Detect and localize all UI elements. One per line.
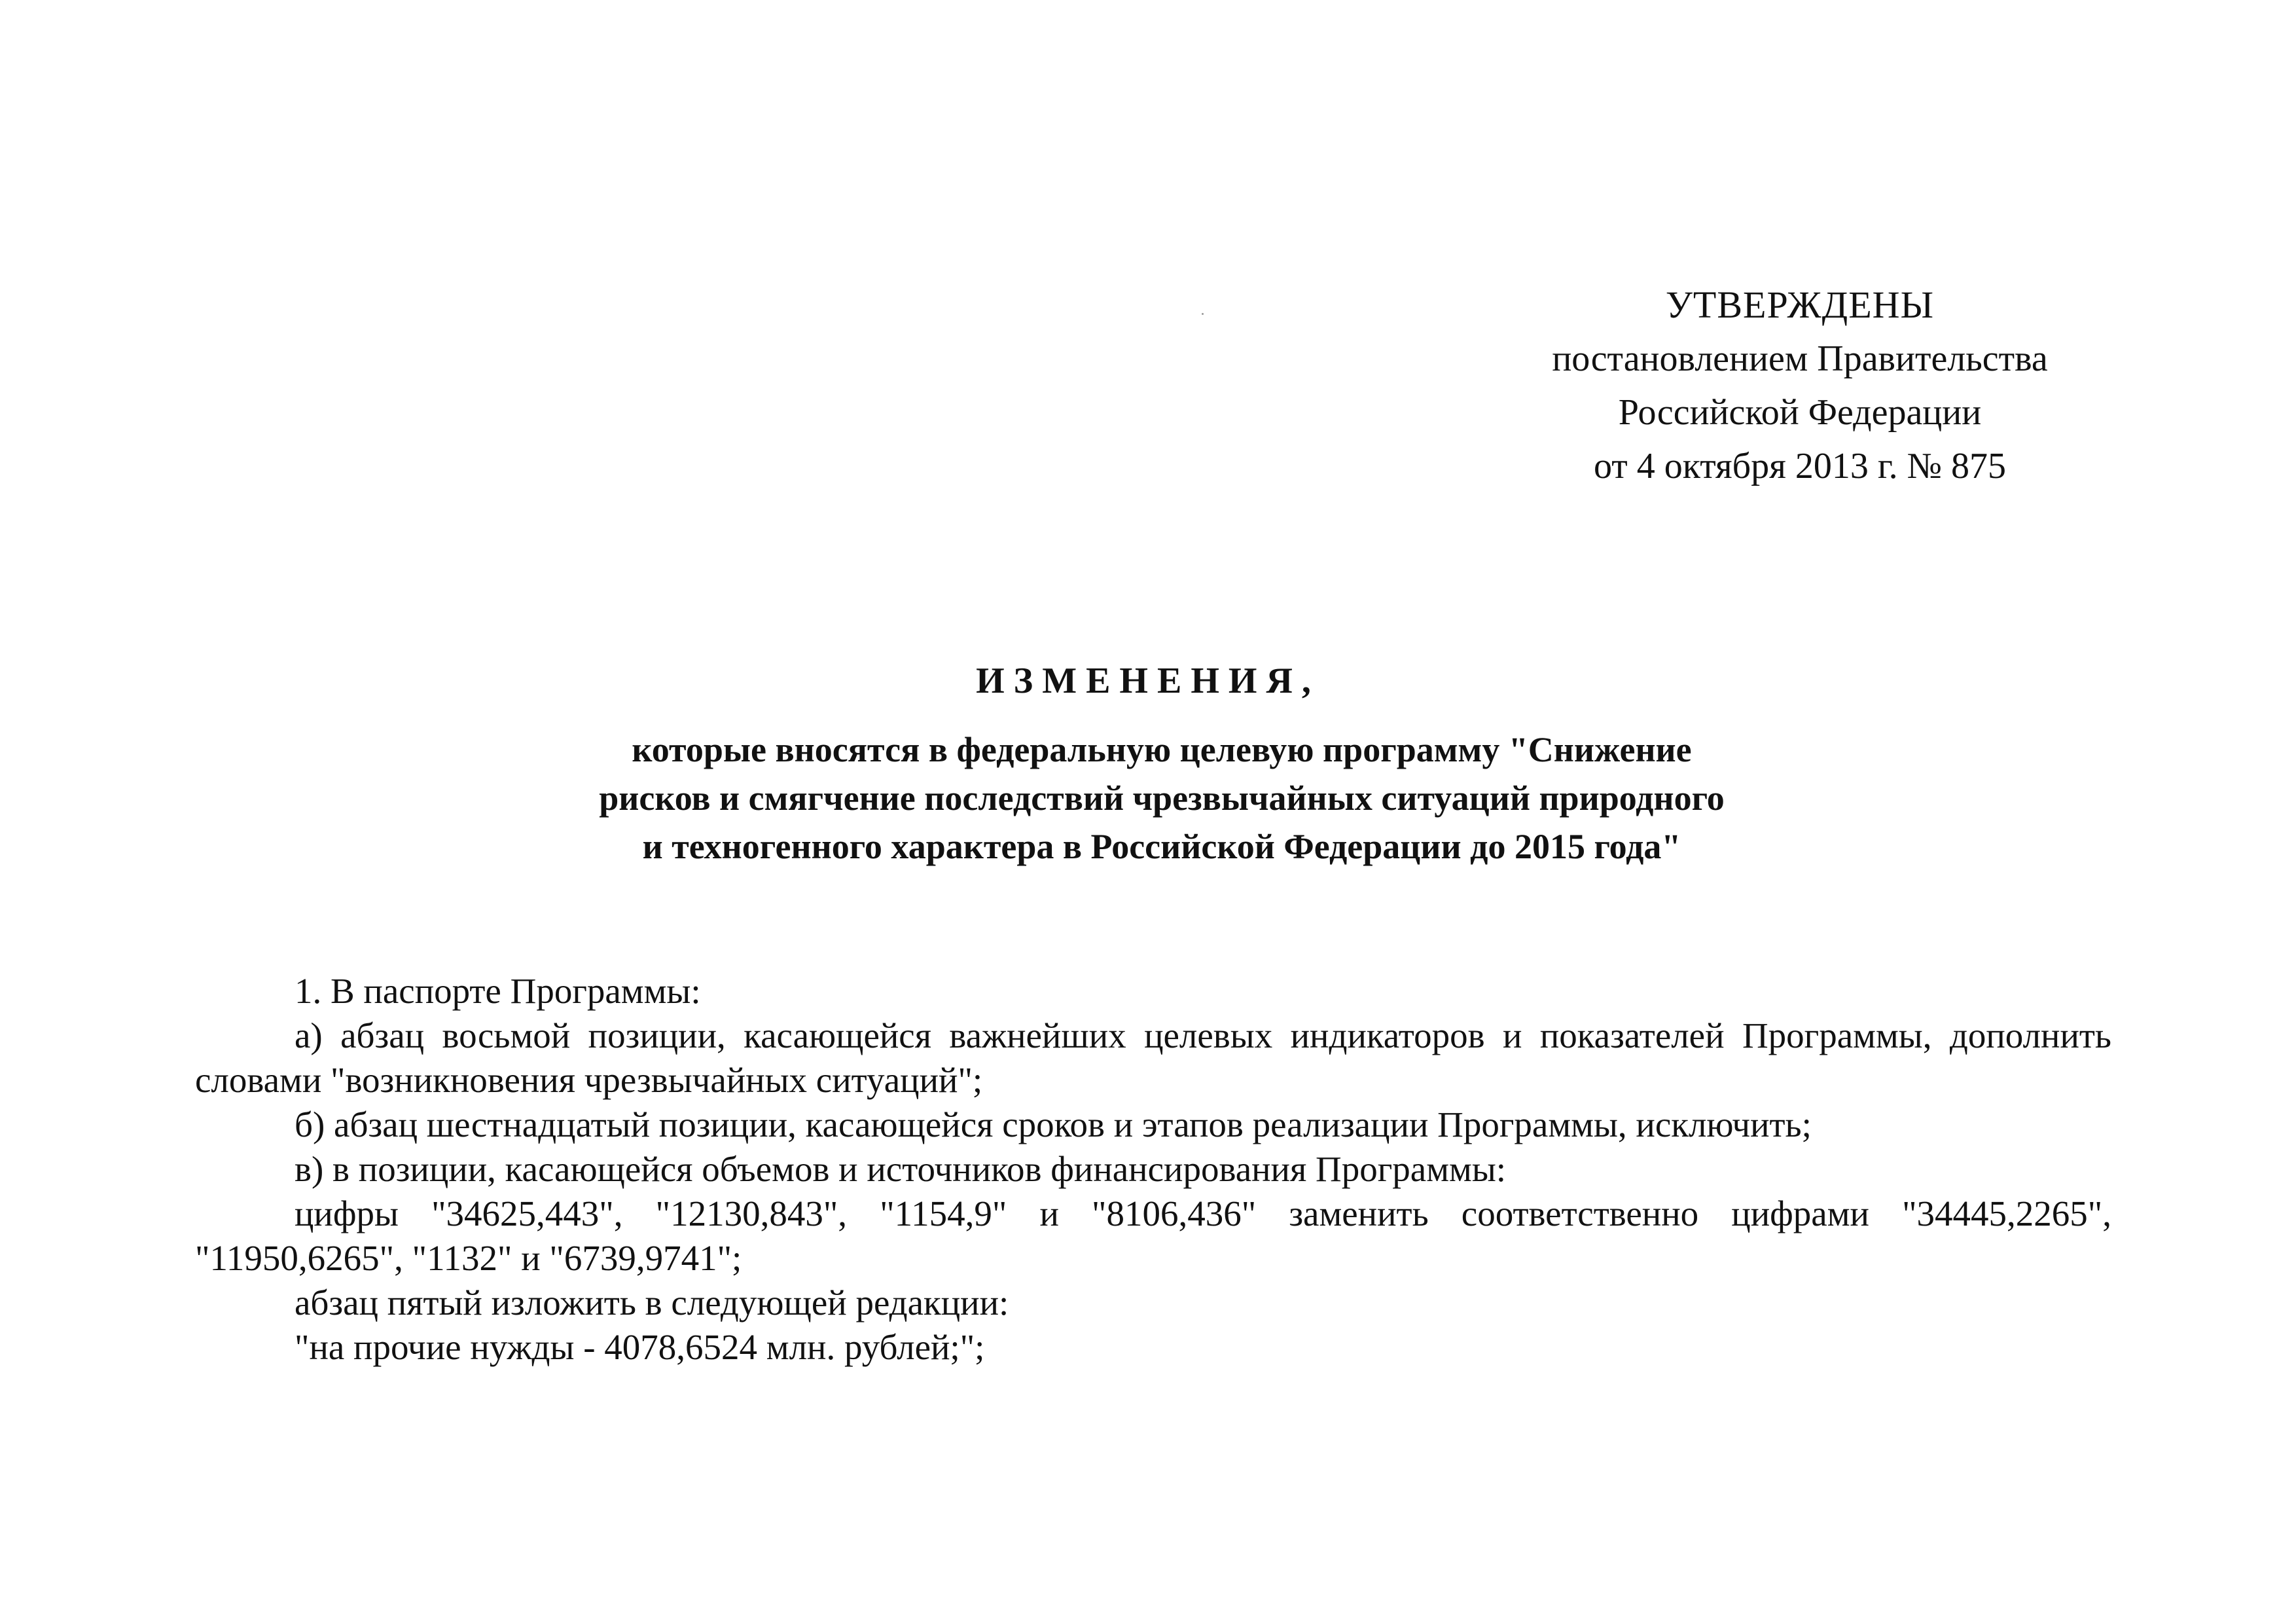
document-subheading	[458, 725, 1865, 871]
paragraph-5: цифры "34625,443", "12130,843", "1154,9" и "8106,436" заменить соответственно цифрами "34445,2265", "11950,6265", "1132" и "6739,9741";	[195, 1194, 2111, 1278]
approval-title: УТВЕРЖДЕНЫ	[1665, 283, 1935, 326]
approval-line-2: Российской Федерации	[1618, 392, 1982, 433]
approval-line-1: постановлением Правительства	[1552, 338, 2048, 379]
subheading-line-2: рисков и смягчение последствий чрезвычайных ситуаций природного	[599, 778, 1725, 818]
paragraph-7: "на прочие нужды - 4078,6524 млн. рублей;";	[295, 1327, 985, 1367]
paragraph-1: 1. В паспорте Программы:	[295, 971, 701, 1011]
paragraph-6: абзац пятый изложить в следующей редакции:	[295, 1283, 1009, 1322]
document-heading: ИЗМЕНЕНИЯ,	[976, 661, 1320, 701]
paragraph-2: а) абзац восьмой позиции, касающейся важнейших целевых индикаторов и показателей Программы, дополнить словами "возникновения чрезвычайных ситуаций";	[195, 1015, 2111, 1100]
scan-speck	[1202, 313, 1204, 315]
paragraph-3: б) абзац шестнадцатый позиции, касающейся сроков и этапов реализации Программы, исключить;	[295, 1104, 1812, 1144]
document-body	[195, 969, 2111, 1370]
approval-line-3: от 4 октября 2013 г. № 875	[1593, 446, 2007, 486]
subheading-line-1: которые вносятся в федеральную целевую программу "Снижение	[632, 730, 1692, 769]
approval-block	[1473, 278, 2127, 493]
paragraph-4: в) в позиции, касающейся объемов и источников финансирования Программы:	[295, 1149, 1507, 1189]
subheading-line-3: и техногенного характера в Российской Федерации до 2015 года"	[642, 827, 1681, 866]
